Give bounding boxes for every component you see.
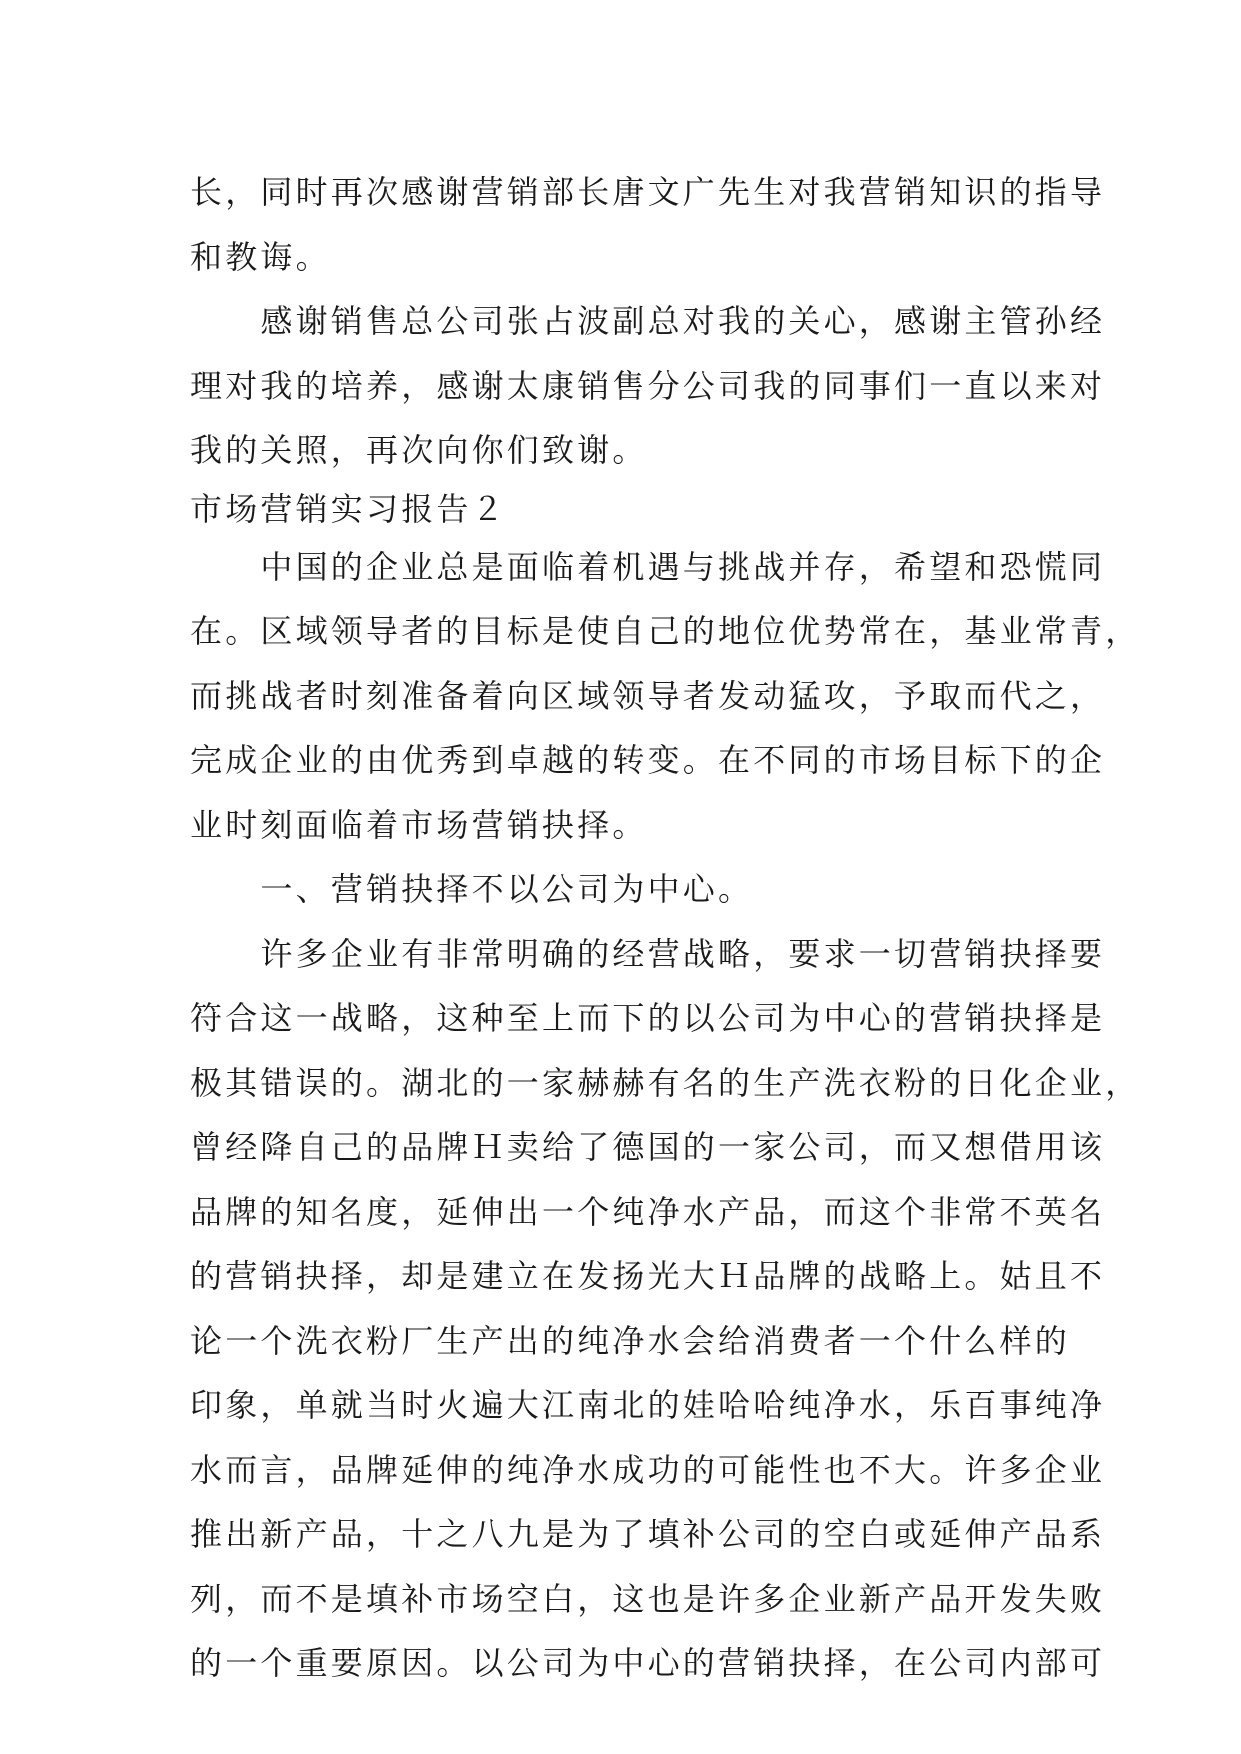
- text-line: 品牌的知名度，延伸出一个纯净水产品，而这个非常不英名: [190, 1192, 1106, 1231]
- text-line: 论一个洗衣粉厂生产出的纯净水会给消费者一个什么样的: [190, 1321, 1071, 1360]
- text-line: 曾经降自己的品牌Ｈ卖给了德国的一家公司，而又想借用该: [190, 1128, 1106, 1166]
- text-line: 的营销抉择，却是建立在发扬光大Ｈ品牌的战略上。姑且不: [190, 1257, 1106, 1295]
- section-heading: 市场营销实习报告２: [190, 489, 507, 528]
- text-line: 符合这一战略，这种至上而下的以公司为中心的营销抉择是: [190, 999, 1106, 1037]
- text-line: 中国的企业总是面临着机遇与挑战并存，希望和恐慌同: [190, 547, 1106, 586]
- text-line: 我的关照，再次向你们致谢。: [190, 431, 648, 469]
- text-line: 业时刻面临着市场营销抉择。: [190, 805, 648, 844]
- text-line: 列，而不是填补市场空白，这也是许多企业新产品开发失败: [190, 1579, 1106, 1618]
- text-line: 完成企业的由优秀到卓越的转变。在不同的市场目标下的企: [190, 741, 1106, 779]
- subheading-line: 一、营销抉择不以公司为中心。: [190, 870, 754, 908]
- text-line: 和教诲。: [190, 237, 331, 276]
- document-body: [190, 160, 1141, 1696]
- text-line: 长，同时再次感谢营销部长唐文广先生对我营销知识的指导: [190, 173, 1106, 211]
- text-line: 印象，单就当时火遍大江南北的娃哈哈纯净水，乐百事纯净: [190, 1386, 1106, 1424]
- text-line: 而挑战者时刻准备着向区域领导者发动猛攻，予取而代之，: [190, 676, 1106, 715]
- text-line: 推出新产品，十之八九是为了填补公司的空白或延伸产品系: [190, 1515, 1106, 1553]
- text-line: 许多企业有非常明确的经营战略，要求一切营销抉择要: [190, 934, 1106, 973]
- text-line: 在。区域领导者的目标是使自己的地位优势常在，基业常青，: [190, 612, 1141, 650]
- text-line: 感谢销售总公司张占波副总对我的关心，感谢主管孙经: [190, 302, 1106, 340]
- text-line: 的一个重要原因。以公司为中心的营销抉择，在公司内部可: [190, 1644, 1106, 1682]
- text-line: 极其错误的。湖北的一家赫赫有名的生产洗衣粉的日化企业，: [190, 1063, 1141, 1102]
- text-line: 水而言，品牌延伸的纯净水成功的可能性也不大。许多企业: [190, 1450, 1106, 1489]
- text-line: 理对我的培养，感谢太康销售分公司我的同事们一直以来对: [190, 366, 1106, 405]
